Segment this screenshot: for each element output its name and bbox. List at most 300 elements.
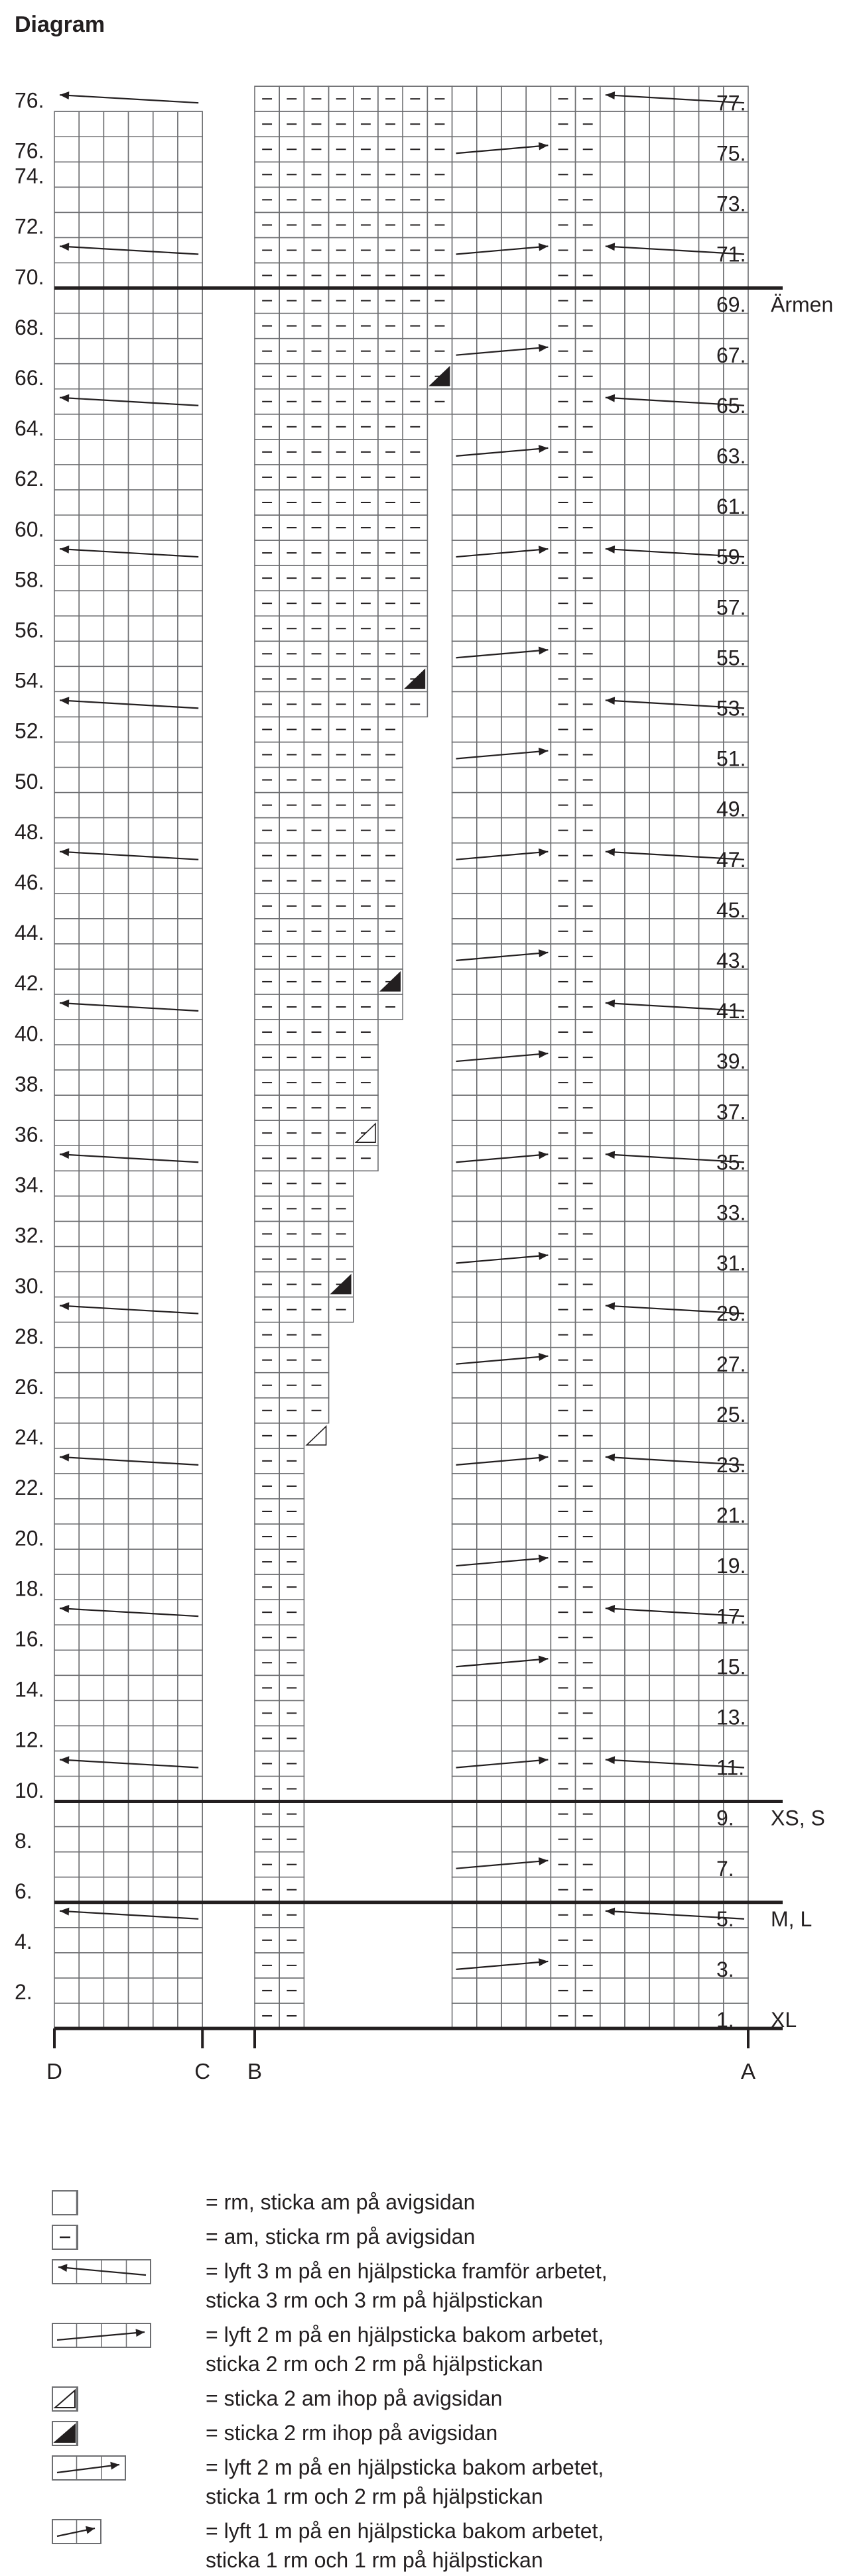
- grid-cell: [477, 1777, 501, 1802]
- grid-cell: [526, 1852, 551, 1877]
- grid-cell: [625, 969, 649, 994]
- grid-cell: [649, 1675, 674, 1700]
- grid-cell: [625, 1120, 649, 1145]
- grid-cell: [674, 565, 698, 591]
- grid-cell: [699, 162, 724, 187]
- grid-cell: [600, 1196, 625, 1221]
- size-label: M, L: [771, 1906, 813, 1931]
- grid-cell: [452, 439, 477, 465]
- grid-cell: [625, 1448, 649, 1474]
- grid-cell: [452, 1423, 477, 1448]
- grid-cell: [649, 263, 674, 288]
- grid-cell: [600, 2003, 625, 2028]
- grid-cell: [477, 314, 501, 339]
- grid-cell: [625, 1574, 649, 1600]
- grid-cell: [674, 212, 698, 237]
- grid-cell: [649, 1499, 674, 1524]
- row-label-left: 22.: [15, 1476, 44, 1500]
- grid-cell: [526, 1423, 551, 1448]
- grid-cell: [674, 1524, 698, 1549]
- grid-cell: [699, 1171, 724, 1196]
- grid-cell: [452, 364, 477, 389]
- grid-cell: [724, 162, 748, 187]
- row-label-left: 74.: [15, 164, 44, 188]
- grid-cell: [699, 1221, 724, 1246]
- grid-cell: [625, 1625, 649, 1650]
- grid-cell: [649, 187, 674, 212]
- grid-cell: [600, 288, 625, 314]
- grid-cell: [699, 1625, 724, 1650]
- grid-cell: [526, 86, 551, 111]
- grid-cell: [674, 1827, 698, 1852]
- grid-cell: [724, 1272, 748, 1297]
- grid-cell: [649, 1524, 674, 1549]
- legend-text: [206, 2453, 604, 2511]
- grid-cell: [649, 465, 674, 490]
- grid-cell: [625, 1398, 649, 1423]
- grid-cell: [649, 1322, 674, 1348]
- grid-cell: [699, 1777, 724, 1802]
- row-label-right: 29.: [716, 1301, 746, 1326]
- grid-cell: [625, 2003, 649, 2028]
- grid-cell: [526, 868, 551, 894]
- grid-cell: [477, 490, 501, 515]
- row-label-right: 21.: [716, 1503, 746, 1528]
- axis-label: C: [194, 2059, 211, 2083]
- grid-cell: [649, 768, 674, 793]
- grid-cell: [649, 1777, 674, 1802]
- grid-cell: [625, 1246, 649, 1271]
- grid-cell: [526, 666, 551, 691]
- grid-cell: [625, 1020, 649, 1045]
- grid-cell: [724, 1474, 748, 1499]
- grid-cell: [600, 414, 625, 439]
- grid-cell: [600, 691, 625, 717]
- grid-cell: [600, 768, 625, 793]
- grid-cell: [501, 1322, 526, 1348]
- grid-cell: [625, 515, 649, 540]
- row-label-right: 43.: [716, 948, 746, 972]
- grid-cell: [600, 1297, 625, 1322]
- grid-cell: [699, 263, 724, 288]
- row-label-right: 3.: [716, 1957, 734, 1981]
- grid-cell: [600, 263, 625, 288]
- row-label-left: 24.: [15, 1425, 44, 1450]
- grid-cell: [674, 515, 698, 540]
- grid-cell: [526, 162, 551, 187]
- row-label-right: 7.: [716, 1856, 734, 1881]
- grid-cell: [600, 1751, 625, 1776]
- grid-cell: [526, 1045, 551, 1070]
- grid-cell: [477, 717, 501, 742]
- row-label-right: 41.: [716, 999, 746, 1024]
- grid-cell: [501, 86, 526, 111]
- grid-cell: [600, 1574, 625, 1600]
- grid-cell: [625, 1675, 649, 1700]
- grid-cell: [600, 1045, 625, 1070]
- grid-cell: [501, 1777, 526, 1802]
- row-label-left: 20.: [15, 1526, 44, 1551]
- grid-cell: [501, 1625, 526, 1650]
- filled-triangle-icon: [52, 2421, 158, 2447]
- grid-cell: [699, 1524, 724, 1549]
- grid-cell: [600, 1448, 625, 1474]
- grid-cell: [649, 1877, 674, 1903]
- grid-cell: [600, 1777, 625, 1802]
- grid-cell: [477, 768, 501, 793]
- grid-cell: [649, 793, 674, 818]
- grid-cell: [600, 1700, 625, 1726]
- grid-cell: [600, 742, 625, 767]
- grid-cell: [501, 1272, 526, 1297]
- legend-text: [206, 2222, 475, 2251]
- grid-cell: [649, 1373, 674, 1398]
- grid-cell: [477, 1903, 501, 1928]
- row-label-right: 51.: [716, 746, 746, 771]
- grid-cell: [649, 1020, 674, 1045]
- row-label-left: 76.: [15, 139, 44, 163]
- grid-cell: [501, 187, 526, 212]
- grid-cell: [452, 1348, 477, 1373]
- grid-cell: [625, 944, 649, 969]
- empty-square: [52, 2190, 158, 2217]
- grid-cell: [526, 540, 551, 565]
- grid-cell: [625, 717, 649, 742]
- grid-cell: [625, 1524, 649, 1549]
- grid-cell: [526, 818, 551, 843]
- grid-cell: [625, 1045, 649, 1070]
- grid-cell: [452, 793, 477, 818]
- row-label-right: 11.: [716, 1755, 745, 1780]
- grid-cell: [452, 540, 477, 565]
- open-triangle-icon: [52, 2386, 158, 2413]
- grid-cell: [452, 818, 477, 843]
- grid-cell: [699, 1726, 724, 1751]
- grid-cell: [724, 565, 748, 591]
- grid-cell: [501, 212, 526, 237]
- grid-cell: [625, 490, 649, 515]
- grid-cell: [649, 717, 674, 742]
- grid-cell: [501, 1373, 526, 1398]
- grid-cell: [477, 414, 501, 439]
- grid-cell: [674, 1423, 698, 1448]
- grid-cell: [477, 1070, 501, 1095]
- row-label-right: 53.: [716, 696, 746, 721]
- grid-cell: [724, 1120, 748, 1145]
- grid-cell: [526, 288, 551, 314]
- grid-cell: [477, 162, 501, 187]
- grid-cell: [625, 1272, 649, 1297]
- grid-cell: [625, 364, 649, 389]
- grid-cell: [674, 465, 698, 490]
- grid-cell: [501, 1574, 526, 1600]
- grid-cell: [526, 1827, 551, 1852]
- grid-cell: [649, 515, 674, 540]
- grid-cell: [452, 1600, 477, 1625]
- grid-cell: [674, 641, 698, 666]
- legend-text: [206, 2320, 604, 2378]
- grid-cell: [699, 364, 724, 389]
- row-label-right: 33.: [716, 1200, 746, 1225]
- grid-cell: [625, 1297, 649, 1322]
- grid-cell: [452, 1120, 477, 1145]
- grid-cell: [526, 1524, 551, 1549]
- grid-cell: [452, 666, 477, 691]
- grid-cell: [674, 288, 698, 314]
- grid-cell: [674, 414, 698, 439]
- grid-cell: [477, 616, 501, 641]
- grid-cell: [724, 666, 748, 691]
- grid-cell: [674, 1070, 698, 1095]
- grid-cell: [625, 465, 649, 490]
- row-label-right: 59.: [716, 545, 746, 569]
- grid-cell: [477, 1928, 501, 1953]
- grid-cell: [501, 389, 526, 414]
- grid-cell: [625, 1777, 649, 1802]
- grid-cell: [600, 1373, 625, 1398]
- grid-cell: [501, 1070, 526, 1095]
- grid-cell: [477, 1675, 501, 1700]
- grid-cell: [674, 1474, 698, 1499]
- grid-cell: [526, 414, 551, 439]
- axis-label: D: [46, 2059, 62, 2083]
- grid-cell: [674, 591, 698, 616]
- grid-cell: [477, 1978, 501, 2003]
- grid-cell: [699, 1574, 724, 1600]
- grid-cell: [452, 187, 477, 212]
- grid-cell: [452, 1978, 477, 2003]
- grid-cell: [724, 768, 748, 793]
- grid-cell: [452, 994, 477, 1020]
- grid-cell: [625, 414, 649, 439]
- grid-cell: [699, 1070, 724, 1095]
- grid-cell: [501, 1171, 526, 1196]
- grid-cell: [501, 1675, 526, 1700]
- cable-right-2-1-icon: [52, 2455, 158, 2482]
- grid-cell: [649, 944, 674, 969]
- grid-cell: [600, 1978, 625, 2003]
- grid-cell: [477, 565, 501, 591]
- grid-cell: [526, 641, 551, 666]
- grid-cell: [625, 565, 649, 591]
- grid-cell: [600, 1600, 625, 1625]
- grid-cell: [526, 1070, 551, 1095]
- grid-cell: [625, 1095, 649, 1120]
- row-label-right: 15.: [716, 1655, 746, 1679]
- grid-cell: [526, 994, 551, 1020]
- grid-cell: [526, 1600, 551, 1625]
- grid-cell: [625, 389, 649, 414]
- grid-cell: [649, 666, 674, 691]
- grid-cell: [625, 1903, 649, 1928]
- grid-cell: [625, 894, 649, 919]
- grid-cell: [477, 111, 501, 137]
- row-label-right: 31.: [716, 1251, 746, 1275]
- grid-cell: [452, 919, 477, 944]
- grid-cell: [724, 111, 748, 137]
- legend-text-line: = rm, sticka am på avigsidan: [206, 2190, 476, 2214]
- grid-cell: [625, 263, 649, 288]
- grid-cell: [501, 818, 526, 843]
- row-label-right: 49.: [716, 797, 746, 821]
- grid-cell: [452, 1524, 477, 1549]
- grid-cell: [724, 1827, 748, 1852]
- grid-cell: [452, 237, 477, 263]
- grid-cell: [600, 1953, 625, 1978]
- grid-cell: [452, 1272, 477, 1297]
- grid-cell: [452, 1650, 477, 1675]
- grid-cell: [625, 1751, 649, 1776]
- grid-cell: [501, 465, 526, 490]
- grid-cell: [452, 1726, 477, 1751]
- grid-cell: [501, 919, 526, 944]
- legend-text-line: = lyft 2 m på en hjälpsticka bakom arbetet,: [206, 2323, 604, 2347]
- grid-cell: [452, 894, 477, 919]
- grid-cell: [526, 793, 551, 818]
- grid-cell: [452, 465, 477, 490]
- grid-cell: [625, 591, 649, 616]
- grid-cell: [674, 1928, 698, 1953]
- grid-cell: [477, 86, 501, 111]
- grid-cell: [649, 1272, 674, 1297]
- grid-cell: [649, 339, 674, 364]
- grid-cell: [501, 1700, 526, 1726]
- row-label-left: 34.: [15, 1173, 44, 1197]
- grid-cell: [477, 288, 501, 314]
- axis-label: A: [740, 2059, 756, 2083]
- grid-cell: [501, 1802, 526, 1827]
- grid-cell: [674, 1095, 698, 1120]
- cable-left-3-icon: [60, 95, 198, 103]
- grid-cell: [526, 1474, 551, 1499]
- grid-cell: [600, 339, 625, 364]
- grid-cell: [600, 1423, 625, 1448]
- grid-cell: [649, 591, 674, 616]
- grid-cell: [600, 1171, 625, 1196]
- grid-cell: [452, 691, 477, 717]
- grid-cell: [724, 1423, 748, 1448]
- grid-cell: [674, 1675, 698, 1700]
- grid-cell: [625, 1322, 649, 1348]
- grid-cell: [649, 894, 674, 919]
- grid-cell: [600, 1928, 625, 1953]
- grid-cell: [477, 263, 501, 288]
- grid-cell: [600, 591, 625, 616]
- grid-cell: [600, 137, 625, 162]
- size-label: XL: [771, 2008, 797, 2032]
- grid-cell: [526, 263, 551, 288]
- grid-cell: [477, 1827, 501, 1852]
- grid-cell: [452, 1398, 477, 1423]
- grid-cell: [477, 1373, 501, 1398]
- grid-cell: [625, 314, 649, 339]
- grid-cell: [674, 868, 698, 894]
- grid-cell: [674, 717, 698, 742]
- grid-cell: [674, 1726, 698, 1751]
- grid-cell: [526, 1196, 551, 1221]
- grid-cell: [501, 616, 526, 641]
- grid-cell: [625, 742, 649, 767]
- row-label-right: 47.: [716, 847, 746, 872]
- grid-cell: [600, 465, 625, 490]
- grid-cell: [526, 616, 551, 641]
- grid-cell: [477, 1297, 501, 1322]
- grid-cell: [526, 1221, 551, 1246]
- legend-item: [52, 2188, 821, 2218]
- grid-cell: [477, 919, 501, 944]
- grid-cell: [600, 86, 625, 111]
- row-label-left: 18.: [15, 1576, 44, 1601]
- grid-cell: [526, 1928, 551, 1953]
- grid-cell: [649, 1398, 674, 1423]
- grid-cell: [699, 565, 724, 591]
- grid-cell: [501, 414, 526, 439]
- grid-cell: [649, 1574, 674, 1600]
- grid-cell: [526, 742, 551, 767]
- grid-cell: [649, 616, 674, 641]
- grid-cell: [649, 2003, 674, 2028]
- grid-cell: [526, 1978, 551, 2003]
- row-label-left: 6.: [15, 1879, 33, 1904]
- row-label-left: 58.: [15, 567, 44, 592]
- grid-cell: [526, 1246, 551, 1271]
- grid-cell: [600, 1877, 625, 1903]
- grid-cell: [649, 1650, 674, 1675]
- grid-cell: [501, 768, 526, 793]
- grid-cell: [699, 1474, 724, 1499]
- grid-cell: [625, 339, 649, 364]
- legend-item: [52, 2256, 821, 2312]
- grid-cell: [452, 742, 477, 767]
- grid-cell: [501, 1020, 526, 1045]
- grid-cell: [452, 1877, 477, 1903]
- grid-cell: [452, 616, 477, 641]
- grid-cell: [452, 1221, 477, 1246]
- grid-cell: [649, 288, 674, 314]
- grid-cell: [625, 818, 649, 843]
- grid-cell: [699, 1322, 724, 1348]
- cable-right-2-icon: [52, 2323, 158, 2349]
- grid-cell: [501, 1903, 526, 1928]
- grid-cell: [649, 137, 674, 162]
- cable-left-3-icon-head: [60, 91, 69, 99]
- grid-cell: [501, 2003, 526, 2028]
- grid-cell: [526, 137, 551, 162]
- grid-cell: [600, 212, 625, 237]
- grid-cell: [501, 691, 526, 717]
- grid-cell: [674, 314, 698, 339]
- grid-cell: [526, 1726, 551, 1751]
- grid-cell: [625, 1499, 649, 1524]
- grid-cell: [724, 414, 748, 439]
- grid-cell: [724, 465, 748, 490]
- grid-cell: [699, 1928, 724, 1953]
- grid-cell: [501, 1877, 526, 1903]
- grid-cell: [724, 616, 748, 641]
- row-label-left: 48.: [15, 819, 44, 844]
- grid-cell: [625, 1827, 649, 1852]
- grid-cell: [452, 1675, 477, 1700]
- grid-cell: [452, 565, 477, 591]
- grid-cell: [649, 868, 674, 894]
- grid-cell: [724, 1726, 748, 1751]
- grid-cell: [600, 565, 625, 591]
- grid-cell: [452, 1246, 477, 1271]
- grid-cell: [600, 1398, 625, 1423]
- legend-text: [206, 2384, 502, 2413]
- row-label-right: 75.: [716, 141, 746, 166]
- grid-cell: [452, 1700, 477, 1726]
